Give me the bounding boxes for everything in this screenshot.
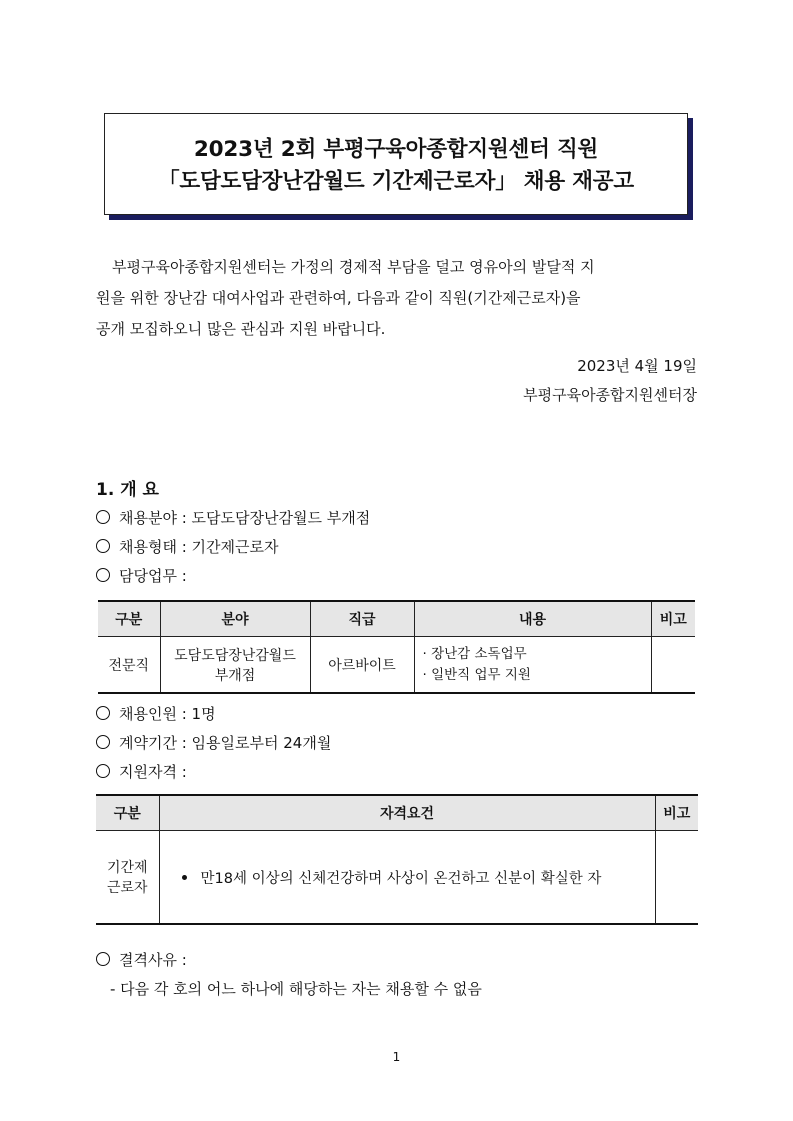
- cell-field: [160, 637, 310, 694]
- cell-note: [651, 637, 695, 694]
- header-note: 비고: [651, 601, 695, 637]
- cell-category: 전문직: [98, 637, 160, 694]
- content-item: · 장난감 소독업무: [422, 645, 527, 662]
- duty-table-header: [98, 601, 695, 637]
- type-text: 채용형태 : 기간제근로자: [119, 538, 279, 556]
- content-item: · 일반직 업무 지원: [422, 666, 531, 683]
- header-category: 구분: [98, 601, 160, 637]
- circle-bullet-icon: [96, 764, 110, 778]
- title-box: [104, 113, 688, 215]
- cell-category-line-1: 기간제: [106, 860, 148, 876]
- circle-bullet-icon: [96, 735, 110, 749]
- table-row: [98, 637, 695, 694]
- circle-bullet-icon: [96, 510, 110, 524]
- bullet-field: [96, 507, 370, 528]
- field-text: 채용분야 : 도담도담장난감월드 부개점: [119, 509, 371, 527]
- period-text: 계약기간 : 임용일로부터 24개월: [119, 734, 332, 752]
- intro-line-1: 부평구육아종합지원센터는 가정의 경제적 부담을 덜고 영유아의 발달적 지: [112, 258, 595, 276]
- cell-note: [655, 831, 698, 925]
- cell-requirement: [159, 831, 655, 925]
- cell-field-line-2: 부개점: [214, 667, 256, 684]
- bullet-headcount: [96, 703, 216, 724]
- bullet-qualification: [96, 761, 187, 782]
- signer: 부평구육아종합지원센터장: [523, 386, 697, 404]
- circle-bullet-icon: [96, 568, 110, 582]
- circle-bullet-icon: [96, 706, 110, 720]
- announcement-date: 2023년 4월 19일: [577, 357, 697, 375]
- qualification-text: 지원자격 :: [119, 763, 187, 781]
- header-content: 내용: [414, 601, 651, 637]
- requirement-text: 만18세 이상의 신체건강하며 사상이 온건하고 신분이 확실한 자: [200, 870, 602, 887]
- bullet-duty: [96, 565, 187, 586]
- headcount-text: 채용인원 : 1명: [119, 705, 216, 723]
- header-note: 비고: [655, 795, 698, 831]
- circle-bullet-icon: [96, 952, 110, 966]
- bullet-period: [96, 732, 331, 753]
- cell-category-line-2: 근로자: [106, 880, 148, 896]
- qualification-table: [96, 794, 698, 925]
- disqualification-note: - 다음 각 호의 어느 하나에 해당하는 자는 채용할 수 없음: [110, 980, 482, 998]
- title-line-2: 「도담도담장난감월드 기간제근로자」 채용 재공고: [158, 169, 634, 194]
- table-row: [96, 831, 698, 925]
- bullet-type: [96, 536, 279, 557]
- cell-field-line-1: 도담도담장난감월드: [174, 647, 296, 664]
- intro-line-2: 원을 위한 장난감 대여사업과 관련하여, 다음과 같이 직원(기간제근로자)을: [96, 289, 581, 307]
- cell-content: [414, 637, 651, 694]
- intro-line-3: 공개 모집하오니 많은 관심과 지원 바랍니다.: [96, 320, 386, 338]
- cell-rank: 아르바이트: [310, 637, 414, 694]
- cell-category: [96, 831, 159, 925]
- qual-table-header: [96, 795, 698, 831]
- header-field: 분야: [160, 601, 310, 637]
- header-rank: 직급: [310, 601, 414, 637]
- header-requirement: 자격요건: [159, 795, 655, 831]
- duty-text: 담당업무 :: [119, 567, 187, 585]
- intro-paragraph: [96, 252, 700, 345]
- section-title: 1. 개 요: [96, 480, 159, 500]
- page-number: 1: [392, 1050, 401, 1064]
- duty-table: [98, 600, 695, 694]
- bullet-disqualification: [96, 949, 187, 970]
- bullet-dot-icon: [182, 875, 187, 880]
- title-line-1: 2023년 2회 부평구육아종합지원센터 직원: [193, 137, 599, 162]
- disqualification-text: 결격사유 :: [119, 951, 187, 969]
- circle-bullet-icon: [96, 539, 110, 553]
- header-category: 구분: [96, 795, 159, 831]
